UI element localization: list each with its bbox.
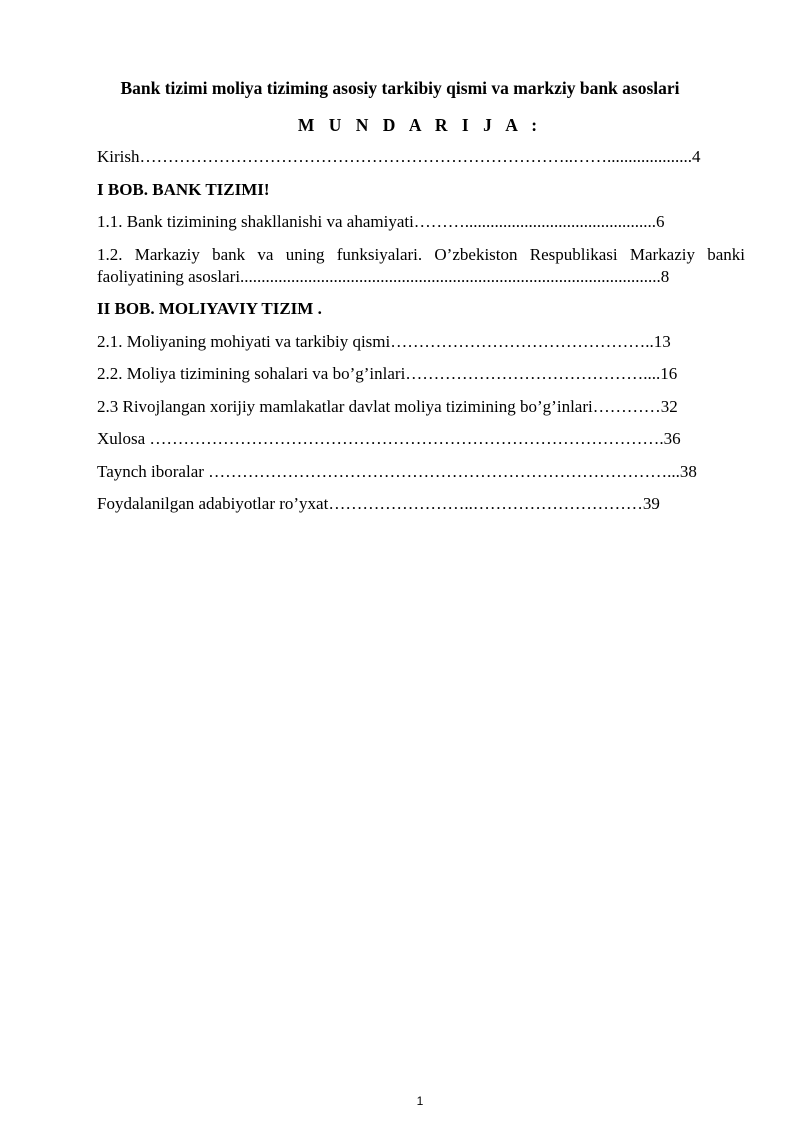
table-of-contents (97, 146, 745, 526)
toc-entry-1-1: 1.1. Bank tizimining shakllanishi va ahamiyati……….............................................6 (97, 212, 665, 231)
page-number: 1 (416, 1094, 424, 1108)
toc-entry-2-1: 2.1. Moliyaning mohiyati va tarkibiy qismi………………………………………..13 (97, 331, 671, 351)
document-title: Bank tizimi moliya tiziming asosiy tarkibiy qismi va markziy bank asoslari (120, 78, 680, 98)
toc-chapter-2-heading: II BOB. MOLIYAVIY TIZIM . (97, 299, 322, 318)
toc-entry-1-2: 1.2. Markaziy bank va uning funksiyalari. O’zbekiston Respublikasi Markaziy banki faoliyatining asoslari...................................................................................................8 (97, 244, 745, 286)
toc-entry-key-terms: Taynch iboralar ………………………………………………………………………...38 (97, 461, 697, 481)
toc-entry-2-2: 2.2. Moliya tizimining sohalari va bo’g’inlari……………………………………....16 (97, 364, 678, 383)
toc-heading: M U N D A R I J A : (297, 115, 543, 135)
toc-entry-references: Foydalanilgan adabiyotlar ro’yxat……………………..…………………………39 (97, 494, 660, 513)
toc-chapter-1-heading: I BOB. BANK TIZIMI! (97, 179, 270, 199)
toc-entry-conclusion: Xulosa ……………………………………………………………………………….36 (97, 429, 681, 448)
toc-entry-2-3: 2.3 Rivojlangan xorijiy mamlakatlar davlat moliya tizimining bo’g’inlari…………32 (97, 396, 678, 416)
toc-entry-introduction: Kirish…………………………………………………………………..……....................4 (97, 147, 701, 166)
